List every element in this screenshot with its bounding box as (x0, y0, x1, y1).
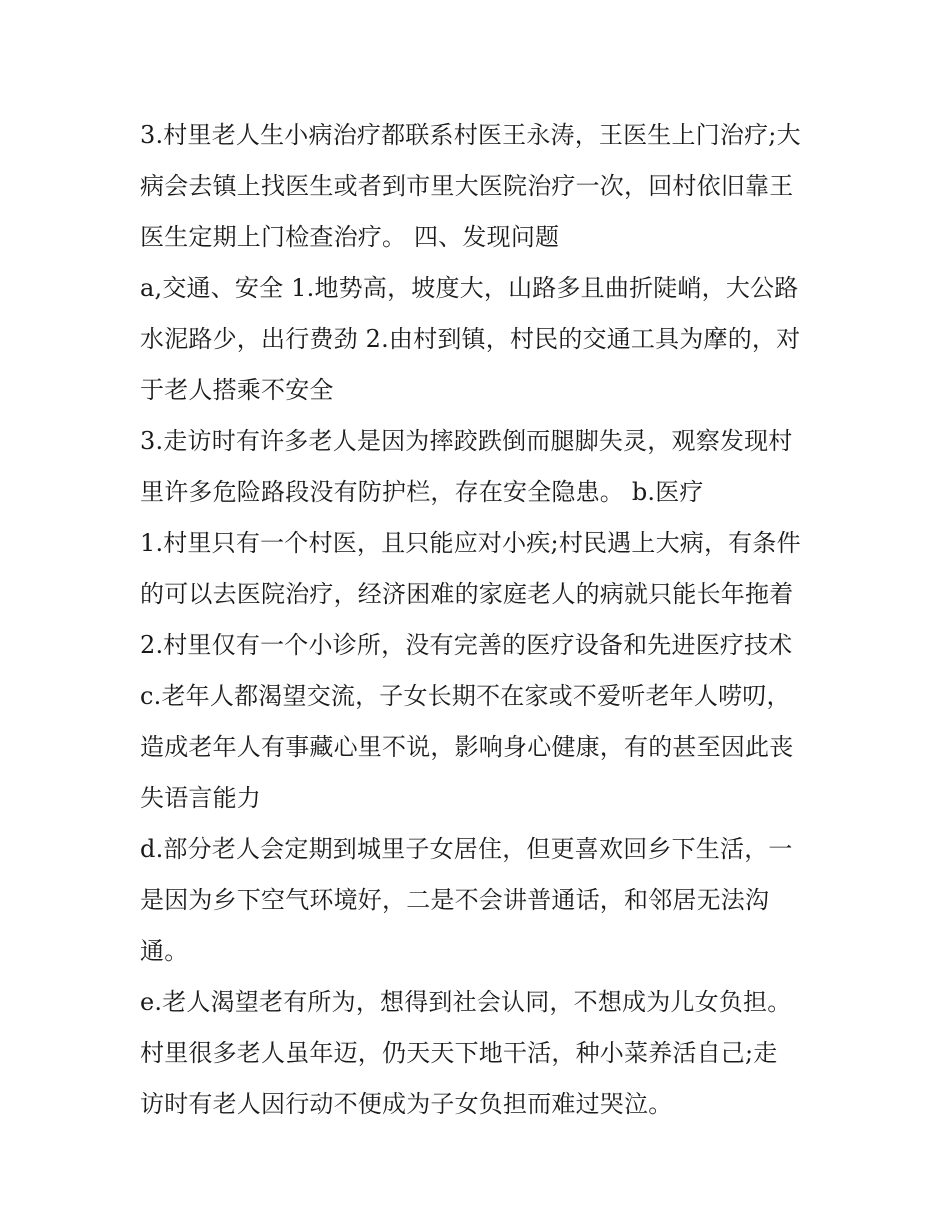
text-line: 失语言能力 (140, 784, 261, 812)
text-line: 通。 (140, 937, 189, 965)
body-text (140, 110, 820, 1130)
text-line: c.老年人都渴望交流，子女长期不在家或不爱听老年人唠叨， (140, 682, 791, 710)
text-line: 2.村里仅有一个小诊所，没有完善的医疗设备和先进医疗技术 (140, 631, 793, 659)
text-line: 访时有老人因行动不便成为子女负担而难过哭泣。 (140, 1090, 673, 1118)
text-line: 造成老年人有事藏心里不说，影响身心健康，有的甚至因此丧 (140, 733, 794, 761)
text-line: 村里很多老人虽年迈，仍天天下地干活，种小菜养活自己;走 (140, 1039, 778, 1067)
text-line: 是因为乡下空气环境好，二是不会讲普通话，和邻居无法沟 (140, 886, 770, 914)
text-line: 病会去镇上找医生或者到市里大医院治疗一次，回村依旧靠王 (140, 172, 794, 200)
text-line: 3.走访时有许多老人是因为摔跤跌倒而腿脚失灵，观察发现村 (140, 427, 793, 455)
text-line: 的可以去医院治疗，经济困难的家庭老人的病就只能长年拖着 (140, 580, 794, 608)
text-line: 1.村里只有一个村医，且只能应对小疾;村民遇上大病，有条件 (140, 529, 801, 557)
text-line: 3.村里老人生小病治疗都联系村医王永涛，王医生上门治疗;大 (140, 121, 801, 149)
text-line: e.老人渴望老有所为，想得到社会认同，不想成为儿女负担。 (140, 988, 792, 1016)
text-line: 水泥路少，出行费劲 2.由村到镇，村民的交通工具为摩的，对 (140, 325, 801, 353)
text-line: a,交通、安全 1.地势高，坡度大，山路多且曲折陡峭，大公路 (140, 274, 799, 302)
text-line: 于老人搭乘不安全 (140, 376, 334, 404)
text-line: 里许多危险路段没有防护栏，存在安全隐患。 b.医疗 (140, 478, 704, 506)
text-line: 医生定期上门检查治疗。 四、发现问题 (140, 223, 560, 251)
text-line: d.部分老人会定期到城里子女居住，但更喜欢回乡下生活，一 (140, 835, 793, 863)
